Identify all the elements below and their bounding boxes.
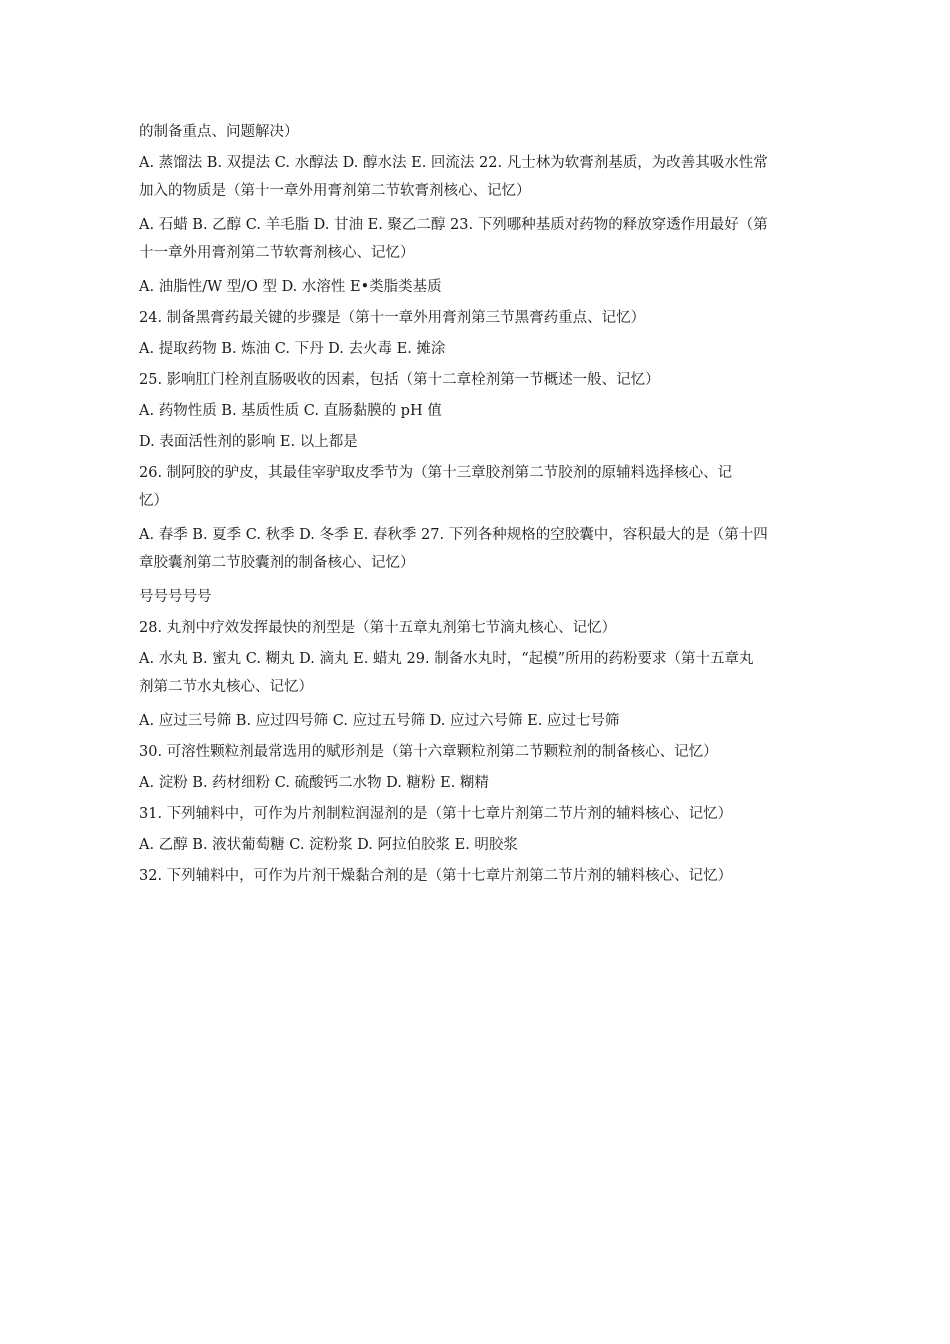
text-line: A. 蒸馏法 B. 双提法 C. 水醇法 D. 醇水法 E. 回流法 22. 凡士林为软膏剂基质，为改善其吸水性常 [139,155,768,171]
text-line: A. 春季 B. 夏季 C. 秋季 D. 冬季 E. 春秋季 27. 下列各种规格的空胶囊中，容积最大的是（第十四 [139,527,768,543]
text-line: 30. 可溶性颗粒剂最常选用的赋形剂是（第十六章颗粒剂第二节颗粒剂的制备核心、记忆） [139,744,718,760]
text-line: A. 提取药物 B. 炼油 C. 下丹 D. 去火毒 E. 摊涂 [139,341,446,357]
text-line: 十一章外用膏剂第二节软膏剂核心、记忆） [139,245,415,261]
text-line: 26. 制阿胶的驴皮，其最佳宰驴取皮季节为（第十三章胶剂第二节胶剂的原辅料选择核心、记 [139,465,733,481]
text-line: A. 淀粉 B. 药材细粉 C. 硫酸钙二水物 D. 糖粉 E. 糊精 [139,775,489,791]
text-line: A. 石蜡 B. 乙醇 C. 羊毛脂 D. 甘油 E. 聚乙二醇 23. 下列哪种基质对药物的释放穿透作用最好（第 [139,217,768,233]
text-line: A. 水丸 B. 蜜丸 C. 糊丸 D. 滴丸 E. 蜡丸 29. 制备水丸时，“起模”所用的药粉要求（第十五章丸 [139,651,754,667]
text-line: 25. 影响肛门栓剂直肠吸收的因素，包括（第十二章栓剂第一节概述一般、记忆） [139,372,660,388]
text-line: 加入的物质是（第十一章外用膏剂第二节软膏剂核心、记忆） [139,183,531,199]
text-line: 忆） [139,493,168,509]
text-line: 32. 下列辅料中，可作为片剂干燥黏合剂的是（第十七章片剂第二节片剂的辅料核心、记忆） [139,868,733,884]
text-line: 章胶囊剂第二节胶囊剂的制备核心、记忆） [139,555,415,571]
text-line: A. 油脂性/W 型/O 型 D. 水溶性 E•类脂类基质 [139,279,442,295]
text-line: 剂第二节水丸核心、记忆） [139,679,313,695]
text-line: D. 表面活性剂的影响 E. 以上都是 [139,434,358,450]
document-body [139,117,811,892]
text-line: 号号号号号 [139,589,212,605]
text-line: 的制备重点、问题解决） [139,124,299,140]
text-line: 28. 丸剂中疗效发挥最快的剂型是（第十五章丸剂第七节滴丸核心、记忆） [139,620,617,636]
text-line: 31. 下列辅料中，可作为片剂制粒润湿剂的是（第十七章片剂第二节片剂的辅料核心、记忆） [139,806,733,822]
text-line: A. 乙醇 B. 液状葡萄糖 C. 淀粉浆 D. 阿拉伯胶浆 E. 明胶浆 [139,837,518,853]
text-line: A. 药物性质 B. 基质性质 C. 直肠黏膜的 pH 值 [139,403,442,419]
text-line: 24. 制备黑膏药最关键的步骤是（第十一章外用膏剂第三节黑膏药重点、记忆） [139,310,646,326]
text-line: A. 应过三号筛 B. 应过四号筛 C. 应过五号筛 D. 应过六号筛 E. 应过七号筛 [139,713,620,729]
